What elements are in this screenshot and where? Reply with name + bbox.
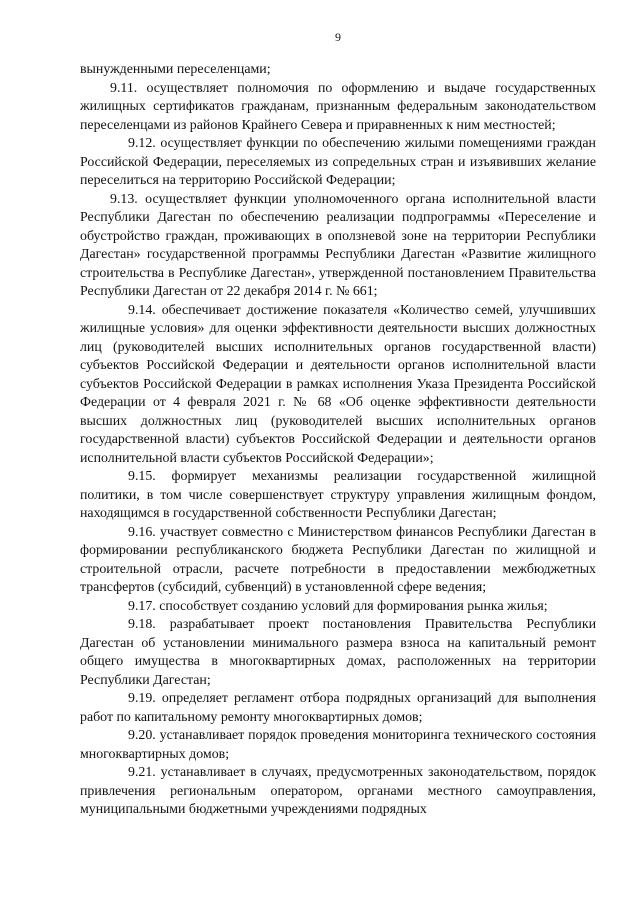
paragraph-9-14: 9.14. обеспечивает достижение показателя «Количество семей, улучшивших жилищные условия» для оценки эффективности деятельности высших должностных лиц (руководителей высших исполнительных органов государственной власти) субъектов Российской Федерации и деятельности органов исполнительной власти субъектов Российской Федерации в рамках исполнения Указа Президента Российской Федерации от 4 февраля 2021 г. № 68 «Об оценке эффективности деятельности высших должностных лиц (руководителей высших исполнительных органов государственной власти) субъектов Российской Федерации и деятельности органов исполнительной власти субъектов Российской Федерации»; [80, 302, 596, 466]
paragraph-9-18: 9.18. разрабатывает проект постановления Правительства Республики Дагестан об установлении минимального размера взноса на капитальный ремонт общего имущества в многоквартирных домах, расположенных на территории Республики Дагестан; [80, 617, 596, 688]
paragraph-9-15: 9.15. формирует механизмы реализации государственной жилищной политики, в том числе совершенствует структуру управления жилищным фондом, находящимся в государственной собственности Республики Дагестан; [80, 469, 596, 521]
paragraph-9-16: 9.16. участвует совместно с Министерством финансов Республики Дагестан в формировании республиканского бюджета Республики Дагестан по жилищной и строительной отрасли, расчете потребности в предоставлении межбюджетных трансфертов (субсидий, субвенций) в установленной сфере ведения; [80, 524, 596, 595]
paragraph-9-13: 9.13. осуществляет функции уполномоченного органа исполнительной власти Республики Дагестан по обеспечению реализации подпрограммы «Переселение и обустройство граждан, проживающих в оползневой зоне на территории Республики Дагестан» государственной программы Республики Дагестан «Развитие жилищного строительства в Республике Дагестан», утвержденной постановлением Правительства Республики Дагестан от 22 декабря 2014 г. № 661; [80, 191, 596, 299]
document-body [80, 61, 596, 820]
paragraph-9-12: 9.12. осуществляет функции по обеспечению жилыми помещениями граждан Российской Федерации, переселяемых из сопредельных стран и изъявивших желание переселиться на территорию Российской Федерации; [80, 136, 596, 188]
page-number: 9 [335, 30, 341, 44]
paragraph-9-21: 9.21. устанавливает в случаях, предусмотренных законодательством, порядок привлечения региональным оператором, органами местного самоуправления, муниципальными бюджетными учреждениями подрядных [80, 765, 596, 817]
paragraph-9-11: 9.11. осуществляет полномочия по оформлению и выдаче государственных жилищных сертификатов гражданам, признанным федеральным законодательством переселенцами из районов Крайнего Севера и приравненных к ним местностей; [80, 80, 596, 133]
paragraph-9-17: 9.17. способствует созданию условий для формирования рынка жилья; [128, 598, 548, 614]
paragraph-9-20: 9.20. устанавливает порядок проведения мониторинга технического состояния многоквартирных домов; [80, 728, 596, 762]
paragraph-9-19: 9.19. определяет регламент отбора подрядных организаций для выполнения работ по капитальному ремонту многоквартирных домов; [80, 691, 596, 725]
paragraph-continuation: вынужденными переселенцами; [80, 62, 271, 77]
